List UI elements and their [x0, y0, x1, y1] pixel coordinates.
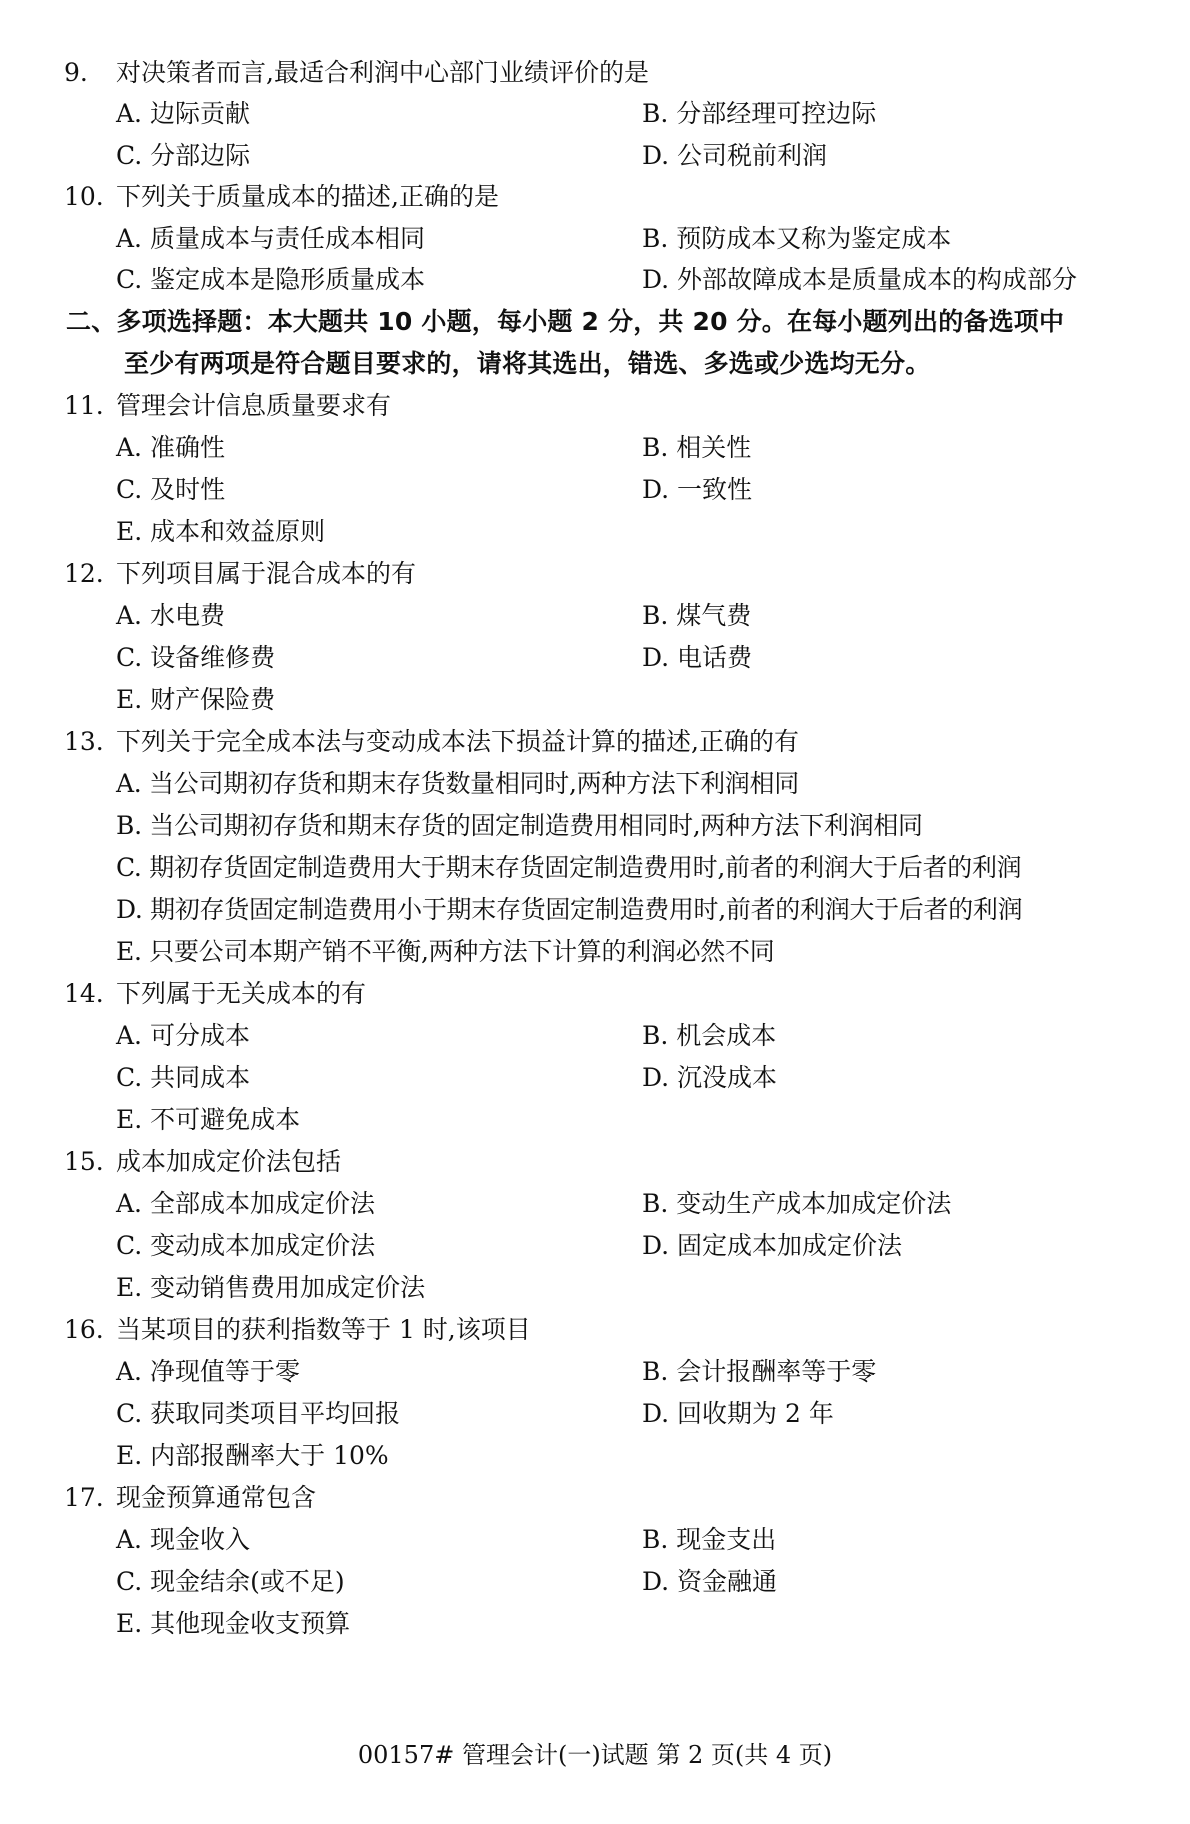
section-instructions: 至少有两项是符合题目要求的，请将其选出，错选、多选或少选均无分。 [124, 349, 931, 378]
option-c: C. 现金结余(或不足) [116, 1567, 345, 1596]
options-row [0, 764, 1190, 804]
question-number: 15. [64, 1147, 104, 1176]
option-d: D. 沉没成本 [642, 1063, 778, 1092]
options-row [0, 1352, 1190, 1392]
option-d: D. 外部故障成本是质量成本的构成部分 [642, 265, 1078, 294]
option-e: E. 只要公司本期产销不平衡,两种方法下计算的利润必然不同 [116, 937, 775, 966]
option-c: C. 变动成本加成定价法 [116, 1231, 376, 1260]
question-number: 11. [64, 391, 104, 420]
option-b: B. 当公司期初存货和期末存货的固定制造费用相同时,两种方法下利润相同 [116, 811, 923, 840]
option-a: A. 准确性 [116, 433, 225, 462]
options-row [0, 1520, 1190, 1560]
options-row [0, 136, 1190, 176]
question-stem: 下列关于质量成本的描述,正确的是 [116, 182, 499, 211]
question-number: 16. [64, 1315, 104, 1344]
option-a: A. 全部成本加成定价法 [116, 1189, 375, 1218]
options-row [0, 1226, 1190, 1266]
option-a: A. 可分成本 [116, 1021, 250, 1050]
options-row [0, 890, 1190, 930]
options-row [0, 1604, 1190, 1644]
question-stem: 对决策者而言,最适合利润中心部门业绩评价的是 [116, 58, 649, 87]
option-c: C. 鉴定成本是隐形质量成本 [116, 265, 426, 294]
question-number: 13. [64, 727, 104, 756]
option-d: D. 电话费 [642, 643, 753, 672]
option-c: C. 共同成本 [116, 1063, 251, 1092]
question-10 [0, 177, 1190, 217]
question-12 [0, 554, 1190, 594]
options-row [0, 470, 1190, 510]
option-b: B. 煤气费 [642, 601, 752, 630]
question-13 [0, 722, 1190, 762]
option-e: E. 财产保险费 [116, 685, 276, 714]
page-footer: 00157# 管理会计(一)试题 第 2 页(共 4 页) [357, 1741, 833, 1769]
section-header-line-2 [0, 344, 1190, 384]
options-row [0, 806, 1190, 846]
options-row [0, 219, 1190, 259]
options-row [0, 1184, 1190, 1224]
options-row [0, 848, 1190, 888]
options-row [0, 94, 1190, 134]
option-c: C. 设备维修费 [116, 643, 276, 672]
options-row [0, 638, 1190, 678]
option-e: E. 其他现金收支预算 [116, 1609, 351, 1638]
option-a: A. 边际贡献 [116, 99, 250, 128]
question-17 [0, 1478, 1190, 1518]
option-d: D. 公司税前利润 [642, 141, 828, 170]
option-c: C. 及时性 [116, 475, 226, 504]
question-9 [0, 53, 1190, 93]
question-15 [0, 1142, 1190, 1182]
options-row [0, 596, 1190, 636]
question-number: 10. [64, 182, 104, 211]
question-number: 9. [64, 58, 88, 87]
question-stem: 管理会计信息质量要求有 [116, 391, 392, 420]
question-number: 12. [64, 559, 104, 588]
question-number: 17. [64, 1483, 104, 1512]
section-instructions: 二、多项选择题：本大题共 10 小题，每小题 2 分，共 20 分。在每小题列出的备选项中 [66, 307, 1065, 336]
options-row [0, 260, 1190, 300]
options-row [0, 428, 1190, 468]
option-e: E. 成本和效益原则 [116, 517, 326, 546]
option-b: B. 预防成本又称为鉴定成本 [642, 224, 952, 253]
question-stem: 下列关于完全成本法与变动成本法下损益计算的描述,正确的有 [116, 727, 799, 756]
option-b: B. 变动生产成本加成定价法 [642, 1189, 952, 1218]
option-c: C. 期初存货固定制造费用大于期末存货固定制造费用时,前者的利润大于后者的利润 [116, 853, 1022, 882]
question-11 [0, 386, 1190, 426]
options-row [0, 680, 1190, 720]
option-d: D. 固定成本加成定价法 [642, 1231, 903, 1260]
options-row [0, 1058, 1190, 1098]
options-row [0, 1268, 1190, 1308]
question-16 [0, 1310, 1190, 1350]
option-e: E. 内部报酬率大于 10% [116, 1441, 389, 1470]
option-a: A. 质量成本与责任成本相同 [116, 224, 425, 253]
option-d: D. 回收期为 2 年 [642, 1399, 834, 1428]
option-b: B. 会计报酬率等于零 [642, 1357, 877, 1386]
option-a: A. 净现值等于零 [116, 1357, 300, 1386]
option-b: B. 相关性 [642, 433, 752, 462]
option-b: B. 机会成本 [642, 1021, 777, 1050]
options-row [0, 512, 1190, 552]
question-stem: 当某项目的获利指数等于 1 时,该项目 [116, 1315, 531, 1344]
option-e: E. 变动销售费用加成定价法 [116, 1273, 426, 1302]
option-e: E. 不可避免成本 [116, 1105, 301, 1134]
options-row [0, 1562, 1190, 1602]
question-stem: 成本加成定价法包括 [116, 1147, 342, 1176]
option-d: D. 一致性 [642, 475, 753, 504]
question-14 [0, 974, 1190, 1014]
options-row [0, 1436, 1190, 1476]
question-stem: 下列项目属于混合成本的有 [116, 559, 417, 588]
option-a: A. 水电费 [116, 601, 225, 630]
option-c: C. 获取同类项目平均回报 [116, 1399, 401, 1428]
section-header-line-1 [0, 302, 1190, 342]
option-b: B. 分部经理可控边际 [642, 99, 877, 128]
option-a: A. 当公司期初存货和期末存货数量相同时,两种方法下利润相同 [116, 769, 799, 798]
option-d: D. 资金融通 [642, 1567, 778, 1596]
options-row [0, 1100, 1190, 1140]
question-number: 14. [64, 979, 104, 1008]
options-row [0, 1394, 1190, 1434]
option-b: B. 现金支出 [642, 1525, 777, 1554]
options-row [0, 1016, 1190, 1056]
options-row [0, 932, 1190, 972]
option-d: D. 期初存货固定制造费用小于期末存货固定制造费用时,前者的利润大于后者的利润 [116, 895, 1023, 924]
question-stem: 下列属于无关成本的有 [116, 979, 367, 1008]
question-stem: 现金预算通常包含 [116, 1483, 317, 1512]
option-c: C. 分部边际 [116, 141, 251, 170]
option-a: A. 现金收入 [116, 1525, 250, 1554]
